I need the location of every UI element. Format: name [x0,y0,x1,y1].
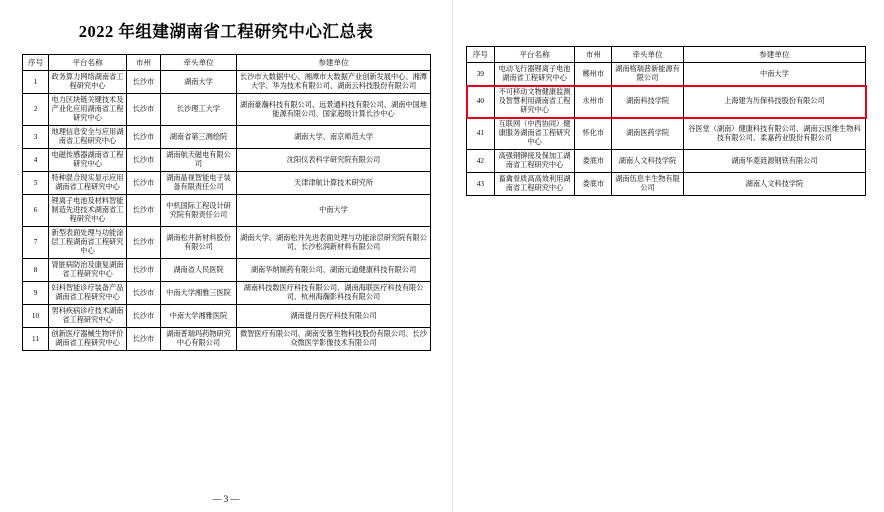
column-header-city: 市州 [127,55,161,71]
cell-partners: 湖南科技数医疗科技有限公司、湖南海联医疗科技有限公司、杭州海瀚影科技有限公司 [237,282,431,305]
column-header-no: 序号 [23,55,49,71]
table-row [23,328,431,351]
table-row [23,282,431,305]
table-row [23,195,431,227]
column-header-name: 平台名称 [494,47,575,63]
table-row [23,149,431,172]
cell-partners: 湖南人文科技学院 [683,173,865,196]
cell-partners: 中南大学 [683,63,865,86]
cell-no: 43 [467,173,495,196]
cell-partners: 湖南提月医疗科技有限公司 [237,305,431,328]
cell-no: 9 [23,282,49,305]
table-row [23,71,431,94]
cell-lead: 湖南科技学院 [612,86,683,118]
table-row [467,173,866,196]
cell-city: 长沙市 [127,94,161,126]
cell-city: 长沙市 [127,328,161,351]
cell-city: 娄底市 [575,173,612,196]
cell-no: 3 [23,126,49,149]
cell-no: 2 [23,94,49,126]
cell-partners: 谷医堂（湖南）健康科技有限公司、湖南云医维生物科技有限公司、柔嘉药业股份有限公司 [683,118,865,150]
cell-partners: 微智医疗有限公司、湖南安慕生物科技股份有限公司、长沙众微医学影像技术有限公司 [237,328,431,351]
page-title: 2022 年组建湖南省工程研究中心汇总表 [78,22,374,41]
cell-name: 互联网（中西协同）健康服务湖南省工程研究中心 [494,118,575,150]
table-row [467,63,866,86]
cell-lead: 湖南大学 [161,71,237,94]
cell-no: 39 [467,63,495,86]
cell-no: 6 [23,195,49,227]
column-header-lead: 牵头单位 [612,47,683,63]
cell-no: 40 [467,86,495,118]
cell-lead: 湖南人文科技学院 [612,150,683,173]
cell-name: 肾脏病防治及康复湖南省工程研究中心 [49,259,127,282]
cell-no: 4 [23,149,49,172]
table-row [23,126,431,149]
table-header-row [467,47,866,63]
cell-lead: 湖南松井新材料股份有限公司 [161,227,237,259]
cell-city: 长沙市 [127,282,161,305]
cell-name: 电磁传感器湖南省工程研究中心 [49,149,127,172]
table-row [467,150,866,173]
cell-name: 不可移动文物健康监测及智慧利用湖南省工程研究中心 [494,86,575,118]
cell-partners: 湖南大学、南京师范大学 [237,126,431,149]
cell-name: 畜禽骨质高高效利用湖南省工程研究中心 [494,173,575,196]
summary-table-right [466,46,866,196]
cell-lead: 湖南伍息丰生物有限公司 [612,173,683,196]
cell-name: 妇科智能诊疗装备产品湖南省工程研究中心 [49,282,127,305]
cell-city: 长沙市 [127,149,161,172]
column-header-partners: 参建单位 [683,47,865,63]
table-row-highlighted [467,86,866,118]
cell-partners: 天津津航计算技术研究所 [237,172,431,195]
column-header-lead: 牵头单位 [161,55,237,71]
cell-city: 怀化市 [575,118,612,150]
cell-city: 永州市 [575,86,612,118]
cell-no: 7 [23,227,49,259]
cell-no: 10 [23,305,49,328]
table-row [23,227,431,259]
cell-name: 新型表面处理与功能涂层工程湖南省工程研究中心 [49,227,127,259]
cell-name: 电动飞行器锂离子电池湖南省工程研究中心 [494,63,575,86]
cell-no: 5 [23,172,49,195]
cell-city: 长沙市 [127,227,161,259]
cell-name: 特种混合现实显示应用湖南省工程研究中心 [49,172,127,195]
cell-partners: 湖南华菱涟源钢铁有限公司 [683,150,865,173]
column-header-city: 市州 [575,47,612,63]
cell-name: 政务算力网络湖南省工程研究中心 [49,71,127,94]
cell-lead: 湖南省第三测绘院 [161,126,237,149]
cell-name: 男科疾病诊疗技术湖南省工程研究中心 [49,305,127,328]
cell-lead: 湖南航天磁电有限公司 [161,149,237,172]
cell-lead: 湖南医药学院 [612,118,683,150]
cell-partners: 沈阳仪表科学研究院有限公司 [237,149,431,172]
table-row [467,118,866,150]
cell-no: 1 [23,71,49,94]
cell-no: 41 [467,118,495,150]
cell-name: 创新医疗器械生物评价湖南省工程研究中心 [49,328,127,351]
cell-lead: 中南大学湘雅医院 [161,305,237,328]
cell-city: 郴州市 [575,63,612,86]
cell-lead: 湖南省人民医院 [161,259,237,282]
cell-no: 11 [23,328,49,351]
cell-partners: 湖南华纳制药有限公司、湖南元道健康科技有限公司 [237,259,431,282]
cell-partners: 上海建为历保科技股份有限公司 [683,86,865,118]
cell-lead: 湖南晶视智能电子装备有限责任公司 [161,172,237,195]
page-number: — 3 — [212,494,240,504]
cell-city: 长沙市 [127,172,161,195]
cell-city: 长沙市 [127,305,161,328]
cell-lead: 长沙理工大学 [161,94,237,126]
column-header-name: 平台名称 [49,55,127,71]
summary-table-left [22,54,431,351]
cell-city: 长沙市 [127,71,161,94]
right-page [452,0,884,512]
column-header-no: 序号 [467,47,495,63]
table-header-row [23,55,431,71]
cell-name: 电力区块链关键技术及产业化应用湖南省工程研究中心 [49,94,127,126]
table-row [23,94,431,126]
cell-lead: 中南大学湘雅三医院 [161,282,237,305]
cell-name: 地理信息安全与应用湖南省工程研究中心 [49,126,127,149]
cell-no: 42 [467,150,495,173]
cell-no: 8 [23,259,49,282]
cell-partners: 长沙市大数据中心、湘潭市大数据产业创新发展中心、湘潭大学、华为技术有限公司、湖南云科技股份有限公司 [237,71,431,94]
table-row [23,259,431,282]
cell-partners: 湖南豪瀚科技有限公司、远景通科技有限公司、湖南中国地能源有限公司、国家超级计算长沙中心 [237,94,431,126]
cell-partners: 中南大学 [237,195,431,227]
cell-city: 娄底市 [575,150,612,173]
cell-name: 锂离子电池及材料智能制造先进技术湖南省工程研究中心 [49,195,127,227]
cell-lead: 湖南格瑞普新能源有限公司 [612,63,683,86]
table-row [23,305,431,328]
cell-name: 高强钢铆接及保加工湖南省工程研究中心 [494,150,575,173]
cell-city: 长沙市 [127,195,161,227]
cell-city: 长沙市 [127,259,161,282]
table-row [23,172,431,195]
cell-partners: 湖南大学、湖南松井先进表面处理与功能涂层研究院有限公司、长沙松润新材料有限公司 [237,227,431,259]
cell-lead: 中机国际工程设计研究院有限责任公司 [161,195,237,227]
cell-lead: 湖南普瑞玛药物研究中心有限公司 [161,328,237,351]
cell-city: 长沙市 [127,126,161,149]
column-header-partners: 参建单位 [237,55,431,71]
